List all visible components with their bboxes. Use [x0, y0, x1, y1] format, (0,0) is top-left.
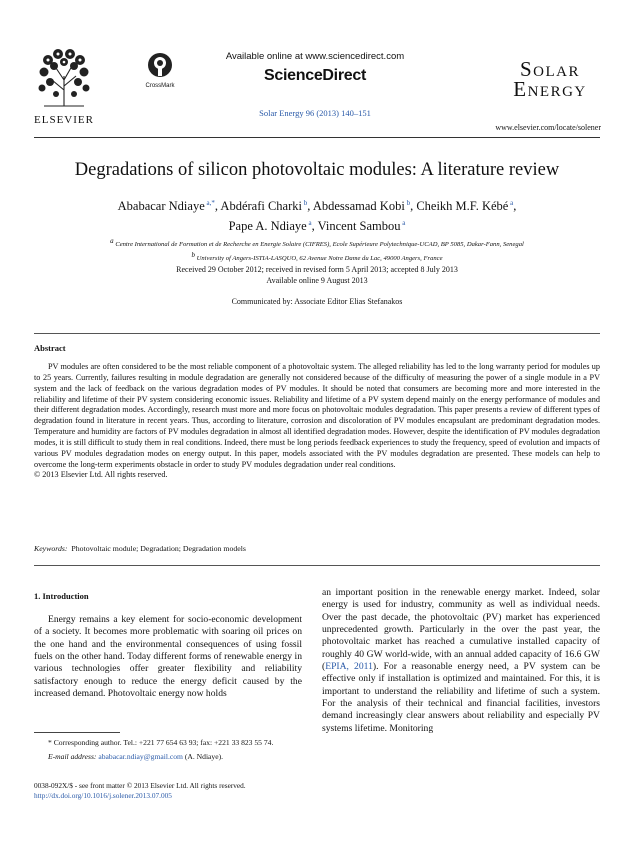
affiliations: [34, 236, 600, 264]
abstract-rule-top: [34, 333, 600, 334]
elsevier-logo: [34, 46, 94, 126]
received-date: Received 29 October 2012; received in revised form 5 April 2013; accepted 8 July 2013: [176, 265, 458, 274]
email-link[interactable]: ababacar.ndiay@gmail.com: [98, 752, 183, 761]
sciencedirect-wordmark: ScienceDirect: [264, 67, 366, 84]
author: Cheikh M.F. Kébé $^a$,: [416, 199, 517, 214]
authors-line-2: [34, 215, 600, 235]
keywords-label: Keywords:: [34, 544, 68, 553]
footnotes: [34, 738, 302, 762]
email-label: E-mail address:: [48, 752, 97, 761]
journal-url[interactable]: www.elsevier.com/locate/solener: [495, 123, 601, 132]
abstract-copyright: © 2013 Elsevier Ltd. All rights reserved.: [34, 470, 168, 480]
affiliation-b: $^b$ University of Angers-ISTIA-LASQUO, 62 Avenue Notre Dame du Lac, 49000 Angers, France: [191, 251, 443, 263]
keywords-list: Photovoltaic module; Degradation; Degradation models: [71, 544, 246, 553]
abstract-heading: Abstract: [34, 343, 66, 353]
abstract: [34, 362, 600, 481]
crossmark-logo[interactable]: [140, 52, 180, 89]
right-column: [322, 587, 600, 735]
section-heading: 1. Introduction: [34, 591, 89, 601]
journal-title-line2: Energy: [513, 77, 587, 101]
elsevier-tree-icon: [34, 46, 94, 108]
keywords: [34, 544, 246, 553]
email-line: [34, 752, 302, 762]
author: Abdérafi Charki $^b$,: [220, 199, 313, 214]
journal-title-line1: Solar: [519, 57, 580, 81]
communicated-by: Communicated by: Associate Editor Elias Stefanakos: [231, 297, 403, 306]
author: Abdessamad Kobi $^b$,: [312, 199, 417, 214]
elsevier-wordmark: ELSEVIER: [34, 114, 94, 126]
front-matter: [34, 781, 334, 801]
article-title: Degradations of silicon photovoltaic modules: A literature review: [74, 160, 560, 180]
authors-line-1: [34, 195, 600, 215]
available-date: Available online 9 August 2013: [266, 276, 368, 285]
abstract-text: PV modules are often considered to be the most reliable component of a photovoltaic system. The alleged reliability has led to the long warranty period for modules up to 25 years. Currently, failures resulting in module degradation are generally not considered because of the difficulty of measuring the power of a single module in a PV system and the lack of feedback on the various degradation modes of PV modules. It should be noted that consumers are becoming more and more interested in the reliability and lifetime of their PV system considering economic issues. Reliability and lifetime of a PV system depend mainly on the energy performance of modules and their different degradation modes. Accordingly, research must more and more focus on photovoltaic modules degradation. This paper presents a review of different types of degradation found in literature in recent years. Thus, according to literature, corrosion and discoloration of PV modules encapsulant are predominant degradation modes. Temperature and humidity are factors of PV modules degradation in almost all identified degradation modes. However, despite the identification of PV modules degradation modes, it is still difficult to study them in real conditions. Indeed, there must be long periods feedback experiences to study the frequency, speed of evolution and impacts of various PV modules degradation modes on energy output. In this paper, models associated with the PV modules degradation are presented. These models can help to overcome the long-term experiments obstacle in order to study PV modules degradation under real conditions.: [34, 362, 600, 469]
footnote-rule: [34, 732, 120, 733]
corresponding-author: * Corresponding author. Tel.: +221 77 654 63 93; fax: +221 33 823 55 74.: [48, 738, 274, 747]
issn-line: 0038-092X/$ - see front matter © 2013 Elsevier Ltd. All rights reserved.: [34, 781, 246, 790]
affiliation-a: $^a$ Centre International de Formation et de Recherche en Energie Solaire (CIFRES), Ecole Supérieure Polytechnique-UCAD, BP 5085, Dakar-Fann, Senegal: [110, 237, 524, 249]
intro-paragraph-right: an important position in the renewable energy market. Indeed, solar energy is used for industry, community as well as individual needs. Over the past decade, the photovoltaic (PV) market has experienced unprecedented growth. Particularly in the over the past year, the photovoltaic market has reached a cumulative installed capacity of roughly 40 GW world-wide, with an annual added capacity of 16.6 GW (EPIA, 2011). For a reasonable energy need, a PV system can be effective only if installation is optimized and maintained. For this, it is important to understand the reliability and lifetime of such a system. For the analysis of their technical and financial facilities, investors demand increasingly clear answers about reliability and especially PV systems lifetime. Monitoring: [322, 587, 601, 734]
left-column: [34, 614, 302, 700]
authors: [34, 195, 600, 235]
header-rule: [34, 137, 600, 138]
author: Pape A. Ndiaye $^a$,: [228, 219, 318, 234]
abstract-rule-bottom: [34, 565, 600, 566]
journal-citation[interactable]: Solar Energy 96 (2013) 140–151: [259, 108, 371, 118]
crossmark-label: CrossMark: [145, 83, 175, 89]
available-online: Available online at www.sciencedirect.com: [225, 51, 405, 62]
crossmark-icon: [147, 52, 173, 78]
author: Vincent Sambou $^a$: [317, 219, 406, 234]
dates: [34, 264, 600, 286]
intro-paragraph-left: Energy remains a key element for socio-economic development of a society. It becomes more problematic with soaring oil prices on the one hand and the environmental consequences of using fossil fuels on the other hand. Today different forms of renewable energy in various technologies offer greater flexibility and reliability satisfactory enough to reduce the energy deficit caused by the increased demand. Photovoltaic energy now holds: [34, 614, 302, 700]
doi-link[interactable]: http://dx.doi.org/10.1016/j.solener.2013.07.005: [34, 791, 172, 800]
email-suffix: (A. Ndiaye).: [184, 752, 224, 761]
journal-title: [500, 59, 600, 99]
citation-link[interactable]: EPIA, 2011: [325, 661, 373, 673]
author: Ababacar Ndiaye $^{a,*}$,: [117, 199, 221, 214]
